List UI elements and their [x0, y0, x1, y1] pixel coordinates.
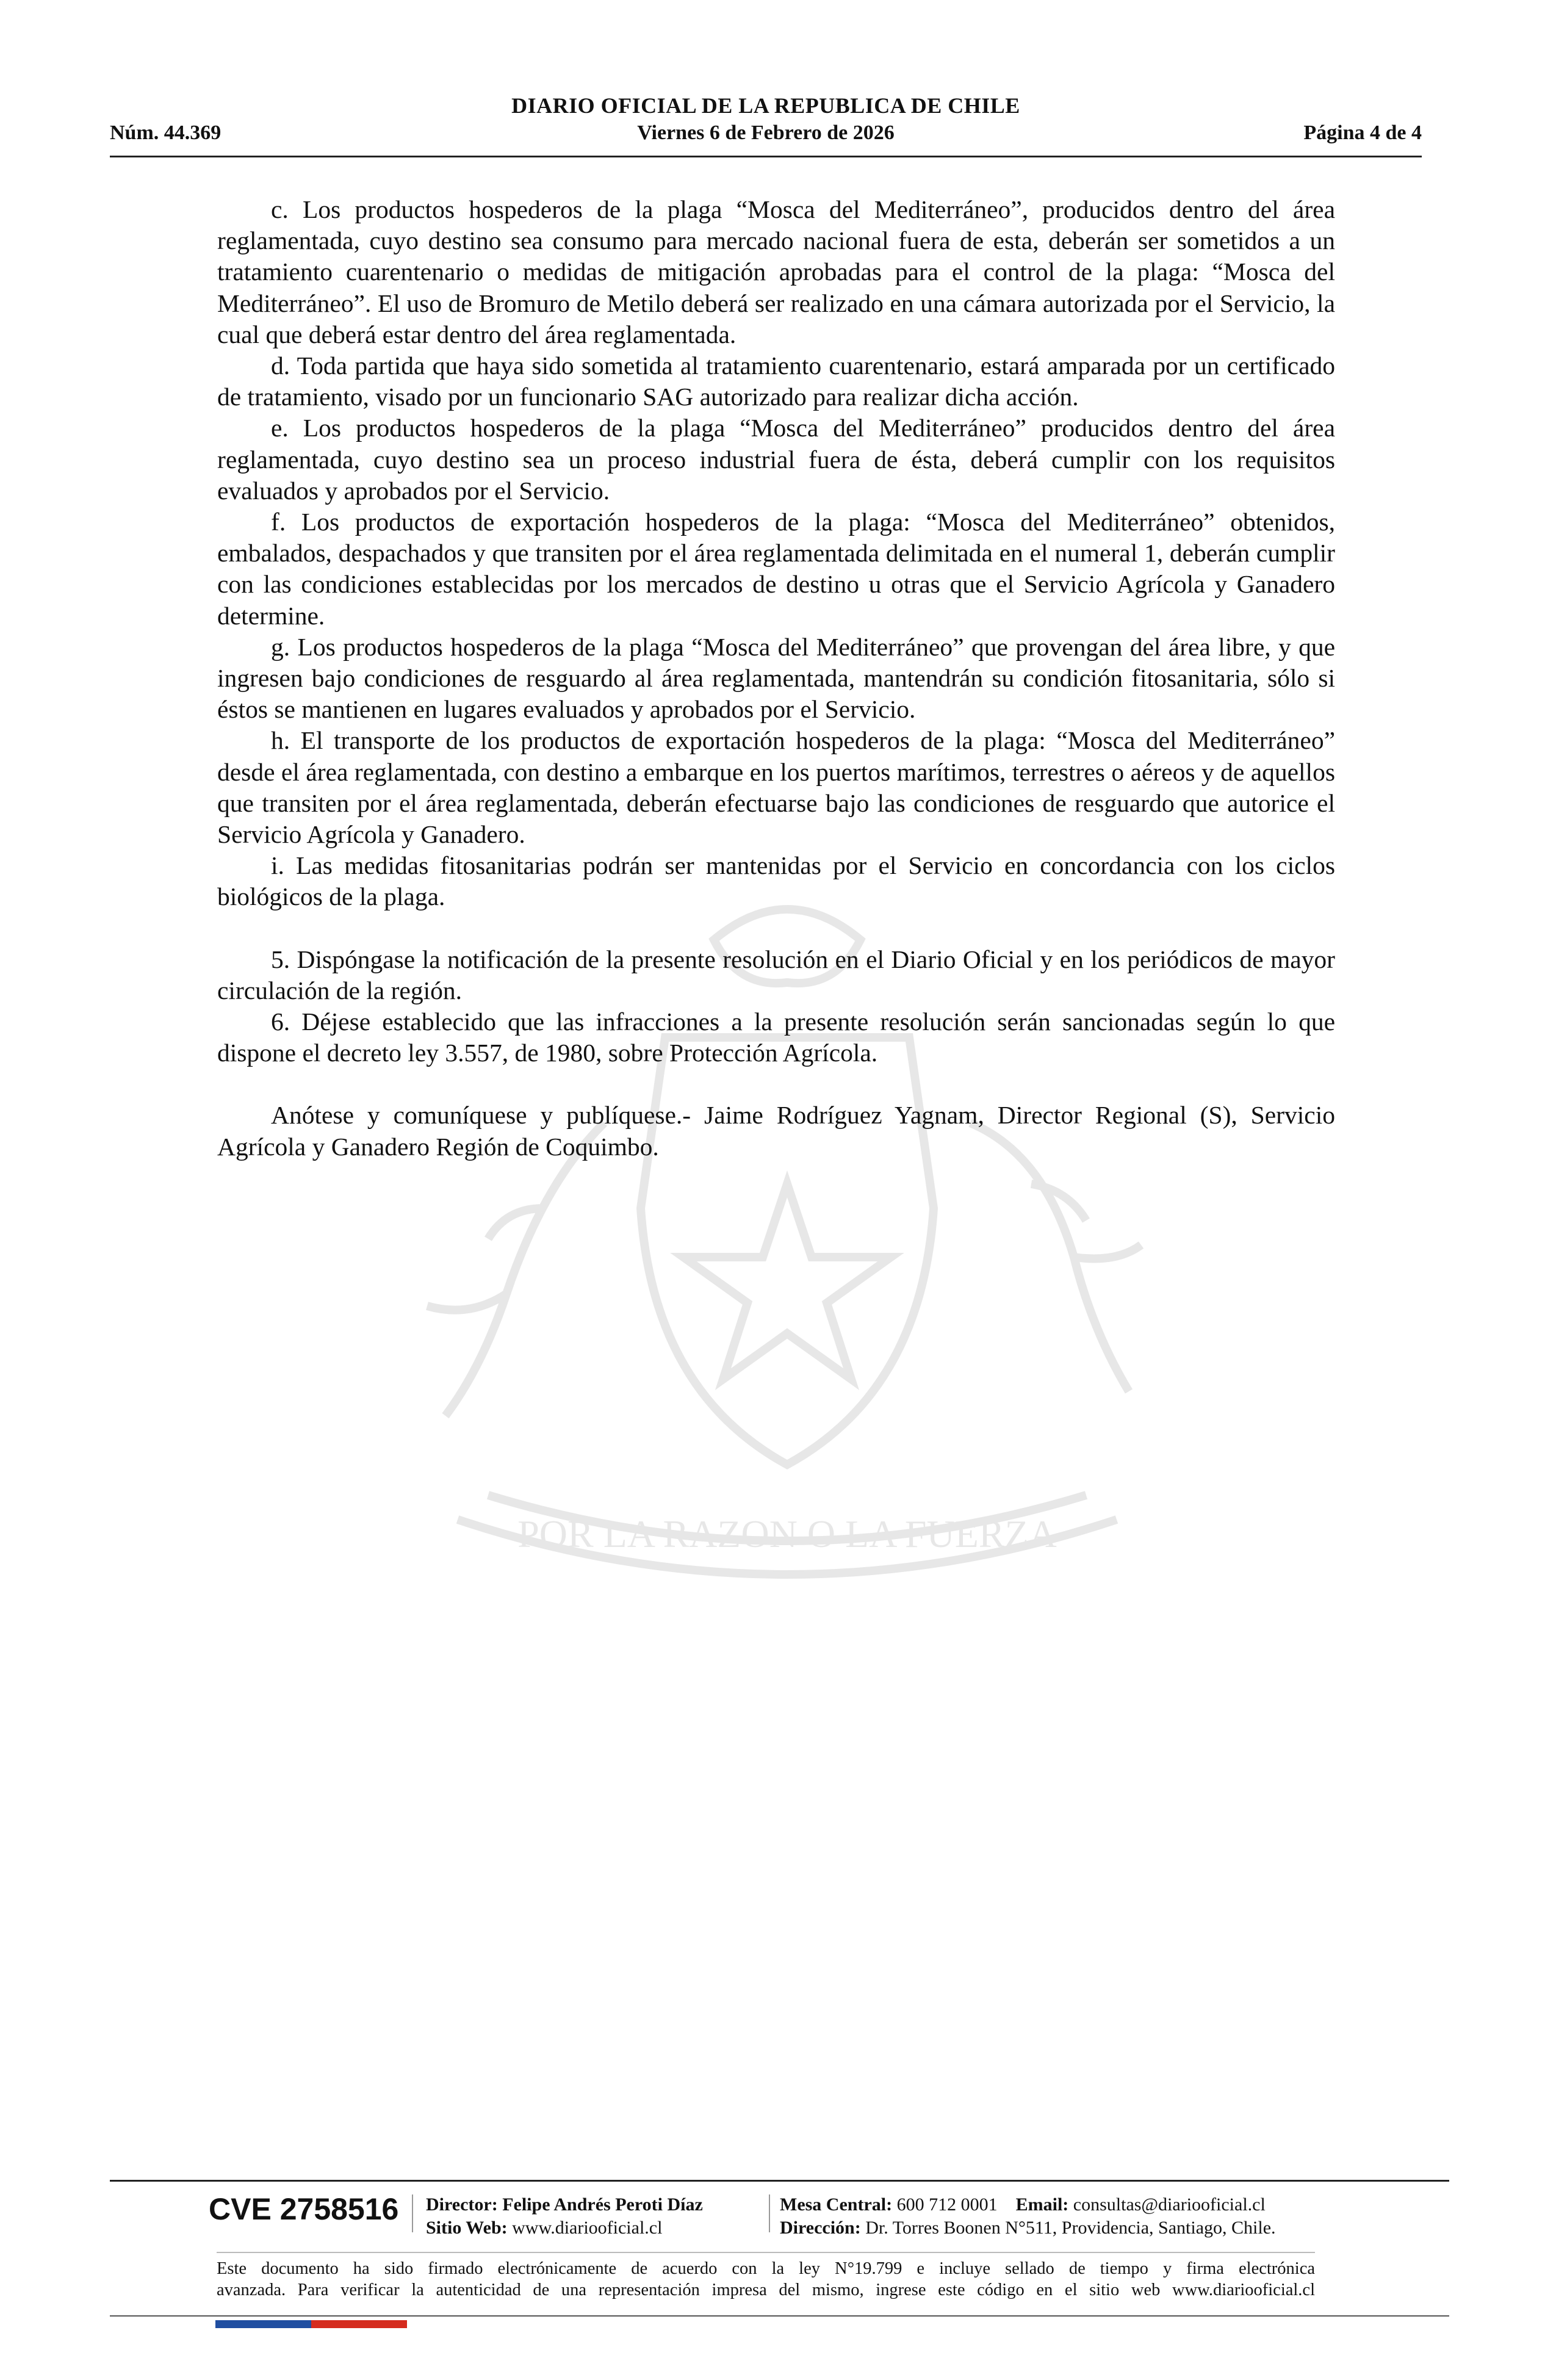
phone-value: 600 712 0001 — [896, 2194, 998, 2215]
email-link[interactable]: consultas@diariooficial.cl — [1073, 2194, 1266, 2215]
address-value: Dr. Torres Boonen N°511, Providencia, Santiago, Chile. — [865, 2218, 1276, 2238]
director-name: Felipe Andrés Peroti Díaz — [502, 2194, 703, 2215]
flag-segment-red — [311, 2320, 407, 2328]
issue-date: Viernes 6 de Febrero de 2026 — [637, 121, 895, 144]
issue-number: Núm. 44.369 — [110, 121, 222, 144]
closing-signature: Anótese y comuníquese y publíquese.- Jaime Rodríguez Yagnam, Director Regional (S), Servicio Agrícola y Ganadero Región de Coquimbo. — [217, 1101, 1335, 1161]
paragraph-d: d. Toda partida que haya sido sometida al tratamiento cuarentenario, estará amparada por un certificado de tratamiento, visado por un funcionario SAG autorizado para realizar dicha acción. — [217, 352, 1335, 411]
paragraph-g: g. Los productos hospederos de la plaga “Mosca del Mediterráneo” que provengan del área libre, y que ingresen bajo condiciones de resguardo al área reglamentada, mantendrán su condición fitosanitaria, sólo si éstos se mantienen en lugares evaluados y aprobados por el Servicio. — [217, 632, 1335, 724]
footer-divider-top — [110, 2180, 1449, 2182]
flag-segment-blue-2 — [276, 2320, 311, 2328]
paragraph-e: e. Los productos hospederos de la plaga “Mosca del Mediterráneo” producidos dentro del área reglamentada, cuyo destino sea un proceso industrial fuera de ésta, deberá cumplir con los requisitos evaluados y aprobados por el Servicio. — [217, 414, 1335, 505]
footer-divider-bottom — [110, 2315, 1449, 2317]
flag-stripe — [215, 2320, 407, 2328]
flag-segment-blue — [215, 2320, 276, 2328]
newspaper-title: DIARIO OFICIAL DE LA REPUBLICA DE CHILE — [511, 93, 1020, 118]
legal-line-1: Este documento ha sido firmado electrónicamente de acuerdo con la ley N°19.799 e incluye sellado de tiempo y firma electrónica — [217, 2259, 1315, 2278]
footer-separator — [769, 2194, 770, 2232]
paragraph-5: 5. Dispóngase la notificación de la presente resolución en el Diario Oficial y en los periódicos de mayor circulación de la región. — [217, 945, 1335, 1004]
header-divider — [110, 156, 1422, 157]
page-indicator: Página 4 de 4 — [1303, 121, 1422, 144]
legal-notice — [217, 2258, 1315, 2301]
paragraph-6: 6. Déjese establecido que las infracciones a la presente resolución serán sancionadas según lo que dispone el decreto ley 3.557, de 1980, sobre Protección Agrícola. — [217, 1008, 1335, 1067]
phone-label: Mesa Central: — [780, 2194, 893, 2215]
footer-separator — [412, 2194, 413, 2232]
director-label: Director: — [426, 2194, 498, 2215]
watermark-motto: POR LA RAZON O LA FUERZA — [517, 1512, 1057, 1556]
paragraph-c: c. Los productos hospederos de la plaga “Mosca del Mediterráneo”, producidos dentro del área reglamentada, cuyo destino sea consumo para mercado nacional fuera de esta, deberán ser sometidos a un tratamiento cuarentenario o medidas de mitigación aprobadas para el control de la plaga: “Mosca del Mediterráneo”. El uso de Bromuro de Metilo deberá ser realizado en una cámara autorizada por el Servicio, la cual que deberá estar dentro del área reglamentada. — [217, 195, 1335, 348]
site-link[interactable]: www.diariooficial.cl — [512, 2218, 663, 2238]
address-label: Dirección: — [780, 2218, 861, 2238]
page-header — [110, 93, 1422, 160]
paragraph-f: f. Los productos de exportación hospederos de la plaga: “Mosca del Mediterráneo” obtenidos, embalados, despachados y que transiten por el área reglamentada delimitada en el numeral 1, deberán cumplir con las condiciones establecidas por los mercados de destino u otras que el Servicio Agrícola y Ganadero determine. — [217, 508, 1335, 630]
paragraph-h: h. El transporte de los productos de exportación hospederos de la plaga: “Mosca del Mediterráneo” desde el área reglamentada, con destino a embarque en los puertos marítimos, terrestres o aéreos y de aquellos que transiten por el área reglamentada, deberán efectuarse bajo las condiciones de resguardo que autorice el Servicio Agrícola y Ganadero. — [217, 726, 1335, 849]
paragraph-i: i. Las medidas fitosanitarias podrán ser mantenidas por el Servicio en concordancia con los ciclos biológicos de la plaga. — [217, 851, 1335, 911]
cve-code: CVE 2758516 — [209, 2192, 399, 2226]
footer-contact-block — [780, 2193, 1276, 2240]
footer-divider-mid — [217, 2252, 1315, 2253]
legal-line-2: avanzada. Para verificar la autenticidad de una representación impresa del mismo, ingrese este código en el sitio web www.diariooficial.cl — [217, 2281, 1315, 2299]
email-label: Email: — [1015, 2194, 1069, 2215]
document-body — [217, 194, 1335, 1163]
footer-director-block — [426, 2193, 703, 2240]
site-label: Sitio Web: — [426, 2218, 508, 2238]
